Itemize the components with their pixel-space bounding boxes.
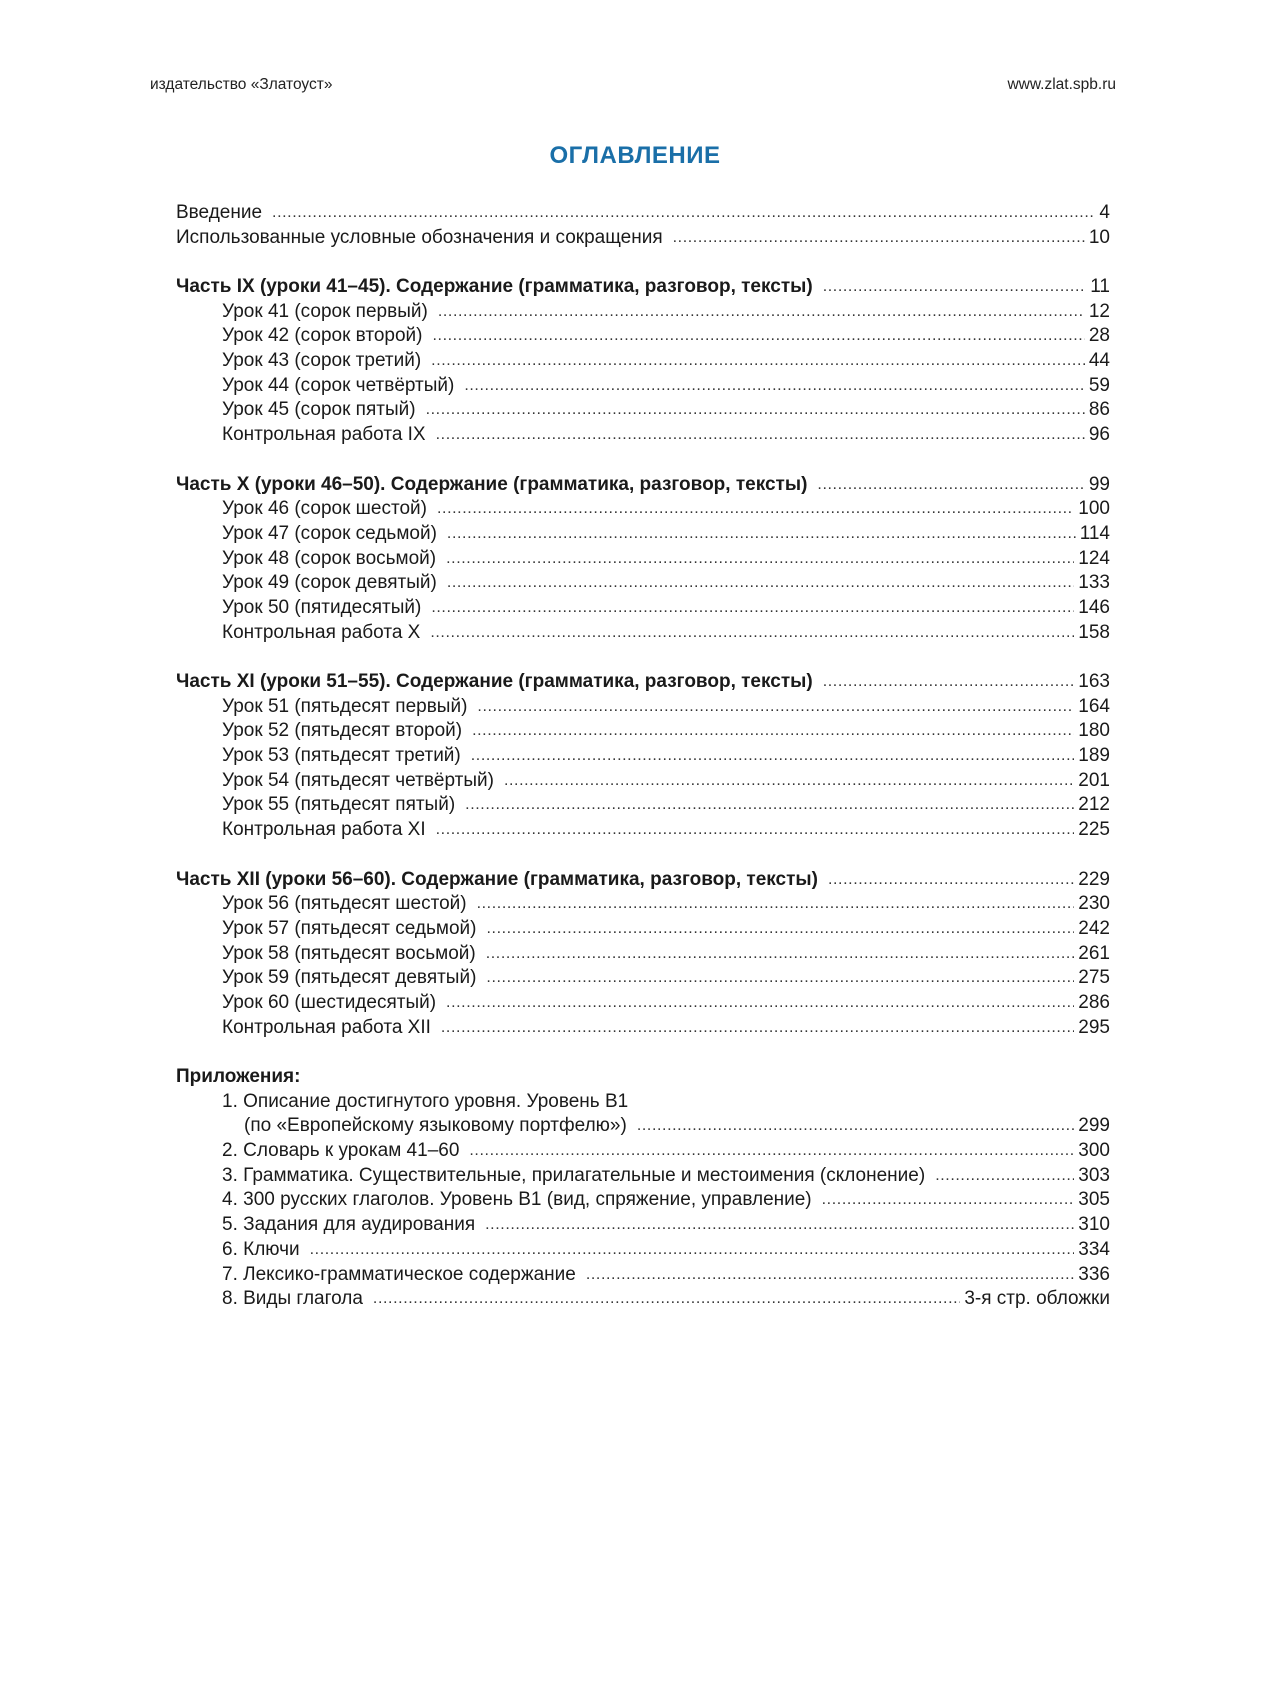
toc-entry-title: Часть X (уроки 46–50). Содержание (грамматика, разговор, тексты) [176, 473, 808, 495]
toc-page-number: 59 [1088, 374, 1110, 396]
toc-entry-title: Урок 48 (сорок восьмой) [222, 547, 437, 569]
toc-entry-title: Урок 45 (сорок пятый) [222, 399, 416, 421]
toc-lesson-entry [0, 547, 1270, 572]
toc-part-heading [0, 275, 1270, 300]
toc-leader-dots [504, 769, 1074, 794]
toc-entry-title: Часть IX (уроки 41–45). Содержание (грамматика, разговор, тексты) [176, 276, 813, 298]
toc-lesson-entry [0, 324, 1270, 349]
toc-lesson-entry [0, 769, 1270, 794]
toc-entry-title: Контрольная работа X [222, 621, 421, 643]
running-header [150, 76, 1116, 98]
toc-appendix-heading [0, 1065, 1270, 1090]
toc-leader-dots [935, 1164, 1074, 1189]
toc-spacer [0, 448, 1270, 473]
toc-leader-dots [446, 991, 1074, 1016]
toc-leader-dots [469, 1139, 1074, 1164]
toc-page-number: 100 [1078, 498, 1110, 520]
toc-page-number: 3-я стр. обложки [964, 1288, 1110, 1310]
toc-leader-dots [471, 744, 1075, 769]
toc-page-number: 295 [1078, 1016, 1110, 1038]
toc-entry-title: 1. Описание достигнутого уровня. Уровень В1 [222, 1090, 629, 1112]
toc-entry-title: Контрольная работа IX [222, 424, 426, 446]
toc-page-number: 299 [1078, 1115, 1110, 1137]
toc-leader-dots [673, 226, 1085, 251]
publisher-name: издательство «Златоуст» [150, 76, 333, 93]
toc-lesson-entry [0, 794, 1270, 819]
toc-leader-dots [486, 942, 1075, 967]
toc-leader-dots [431, 349, 1085, 374]
toc-lesson-entry [0, 571, 1270, 596]
toc-leader-dots [441, 1016, 1074, 1041]
toc-entry-title: 2. Словарь к урокам 41–60 [222, 1140, 460, 1162]
toc-entry-title: 5. Задания для аудирования [222, 1214, 476, 1236]
toc-appendix-entry [0, 1287, 1270, 1312]
toc-page-number: 261 [1078, 942, 1110, 964]
toc-page-number: 4 [1099, 201, 1110, 223]
toc-leader-dots [477, 892, 1075, 917]
toc-leader-dots [447, 571, 1074, 596]
toc-entry-title: Урок 54 (пятьдесят четвёртый) [222, 769, 494, 791]
toc-entry-title: Урок 47 (сорок седьмой) [222, 522, 437, 544]
toc-leader-dots [272, 201, 1095, 226]
toc-leader-dots [486, 966, 1074, 991]
toc-leader-dots [823, 670, 1075, 695]
toc-entry-title: 3. Грамматика. Существительные, прилагательные и местоимения (склонение) [222, 1164, 926, 1186]
page-title: ОГЛАВЛЕНИЕ [549, 142, 721, 169]
toc-lesson-entry [0, 695, 1270, 720]
toc-page-number: 336 [1078, 1263, 1110, 1285]
toc-intro-entry [0, 201, 1270, 226]
toc-page-number: 86 [1088, 399, 1110, 421]
toc-page-number: 334 [1078, 1238, 1110, 1260]
toc-page-number: 225 [1078, 819, 1110, 841]
toc-leader-dots [485, 1213, 1074, 1238]
toc-leader-dots [430, 621, 1074, 646]
toc-lesson-entry [0, 744, 1270, 769]
toc-entry-title: Контрольная работа XII [222, 1016, 431, 1038]
toc-entry-title: Урок 52 (пятьдесят второй) [222, 720, 463, 742]
toc-entry-title: Урок 41 (сорок первый) [222, 300, 428, 322]
toc-lesson-entry [0, 497, 1270, 522]
toc-appendix-entry [0, 1090, 1270, 1115]
toc-entry-title: Урок 60 (шестидесятый) [222, 991, 437, 1013]
toc-page-number: 230 [1078, 893, 1110, 915]
toc-page-number: 305 [1078, 1189, 1110, 1211]
toc-page-number: 242 [1078, 917, 1110, 939]
toc-page-number: 303 [1078, 1164, 1110, 1186]
toc-leader-dots [472, 719, 1074, 744]
toc-page-number: 28 [1088, 325, 1110, 347]
toc-entry-title: 6. Ключи [222, 1238, 300, 1260]
toc-appendix-entry [0, 1189, 1270, 1214]
toc-entry-title: Урок 49 (сорок девятый) [222, 572, 437, 594]
toc-intro-entry [0, 226, 1270, 251]
toc-leader-dots [426, 398, 1085, 423]
toc-page-number: 114 [1079, 522, 1110, 544]
toc-entry-title: Урок 44 (сорок четвёртый) [222, 374, 455, 396]
toc-lesson-entry [0, 892, 1270, 917]
toc-leader-dots [465, 793, 1074, 818]
toc-spacer [0, 645, 1270, 670]
toc-appendix-entry-continuation [0, 1114, 1270, 1139]
toc-part-heading [0, 473, 1270, 498]
toc-page-number: 229 [1078, 868, 1110, 890]
toc-entry-title: Часть XII (уроки 56–60). Содержание (грамматика, разговор, тексты) [176, 868, 818, 890]
toc-leader-dots [438, 300, 1085, 325]
toc-lesson-entry [0, 991, 1270, 1016]
table-of-contents [0, 201, 1270, 1312]
toc-leader-dots [431, 596, 1074, 621]
toc-leader-dots [436, 818, 1075, 843]
toc-entry-title: Введение [176, 201, 263, 223]
toc-page-number: 146 [1078, 596, 1110, 618]
toc-entry-title: Урок 55 (пятьдесят пятый) [222, 794, 456, 816]
toc-page-number: 275 [1078, 967, 1110, 989]
toc-spacer [0, 250, 1270, 275]
toc-leader-dots [310, 1238, 1075, 1263]
toc-entry-title: Урок 59 (пятьдесят девятый) [222, 967, 477, 989]
toc-lesson-entry [0, 1016, 1270, 1041]
toc-entry-title: Урок 42 (сорок второй) [222, 325, 423, 347]
toc-lesson-entry [0, 300, 1270, 325]
toc-entry-title: 7. Лексико-грамматическое содержание [222, 1263, 576, 1285]
toc-page-number: 310 [1078, 1214, 1110, 1236]
toc-part-heading [0, 670, 1270, 695]
toc-entry-title: Урок 56 (пятьдесят шестой) [222, 893, 467, 915]
toc-page-number: 158 [1078, 621, 1110, 643]
toc-leader-dots [477, 695, 1074, 720]
toc-entry-title: Контрольная работа XI [222, 819, 426, 841]
toc-page-number: 124 [1078, 547, 1110, 569]
toc-entry-title: Часть XI (уроки 51–55). Содержание (грамматика, разговор, тексты) [176, 671, 813, 693]
toc-part-heading [0, 868, 1270, 893]
toc-spacer [0, 843, 1270, 868]
toc-page-number: 201 [1078, 769, 1110, 791]
toc-entry-title: (по «Европейскому языковому портфелю») [244, 1115, 627, 1137]
toc-entry-title: 8. Виды глагола [222, 1288, 363, 1310]
toc-appendix-entry [0, 1213, 1270, 1238]
toc-appendix-entry [0, 1139, 1270, 1164]
toc-page-number: 212 [1078, 794, 1110, 816]
toc-page-number: 96 [1088, 424, 1110, 446]
toc-entry-title: Урок 58 (пятьдесят восьмой) [222, 942, 476, 964]
toc-entry-title: Урок 43 (сорок третий) [222, 350, 422, 372]
publisher-website: www.zlat.spb.ru [1007, 76, 1116, 93]
toc-entry-title: Использованные условные обозначения и сокращения [176, 226, 663, 248]
toc-lesson-entry [0, 621, 1270, 646]
toc-page-number: 11 [1090, 276, 1110, 298]
toc-page-number: 44 [1088, 350, 1110, 372]
toc-page-number: 164 [1078, 695, 1110, 717]
toc-page-number: 163 [1078, 671, 1110, 693]
toc-leader-dots [487, 917, 1075, 942]
toc-page-number: 300 [1078, 1140, 1110, 1162]
toc-page-number: 12 [1088, 300, 1110, 322]
toc-lesson-entry [0, 942, 1270, 967]
toc-appendix-entry [0, 1164, 1270, 1189]
toc-leader-dots [447, 522, 1076, 547]
toc-entry-title: Приложения: [176, 1066, 301, 1088]
toc-page-number: 286 [1078, 991, 1110, 1013]
toc-leader-dots [817, 473, 1084, 498]
toc-entry-title: Урок 46 (сорок шестой) [222, 498, 427, 520]
toc-lesson-entry [0, 966, 1270, 991]
toc-leader-dots [437, 497, 1074, 522]
toc-lesson-entry [0, 423, 1270, 448]
toc-appendix-entry [0, 1263, 1270, 1288]
toc-spacer [0, 1040, 1270, 1065]
toc-page-number: 189 [1078, 745, 1110, 767]
toc-entry-title: Урок 57 (пятьдесят седьмой) [222, 917, 477, 939]
toc-lesson-entry [0, 818, 1270, 843]
toc-appendix-entry [0, 1238, 1270, 1263]
toc-leader-dots [464, 374, 1085, 399]
toc-page-number: 99 [1088, 473, 1110, 495]
toc-leader-dots [446, 547, 1074, 572]
toc-entry-title: Урок 51 (пятьдесят первый) [222, 695, 468, 717]
toc-lesson-entry [0, 522, 1270, 547]
toc-lesson-entry [0, 374, 1270, 399]
toc-entry-title: 4. 300 русских глаголов. Уровень В1 (вид, спряжение, управление) [222, 1189, 812, 1211]
toc-lesson-entry [0, 399, 1270, 424]
toc-entry-title: Урок 50 (пятидесятый) [222, 596, 422, 618]
toc-lesson-entry [0, 349, 1270, 374]
toc-lesson-entry [0, 917, 1270, 942]
toc-leader-dots [823, 275, 1087, 300]
toc-entry-title: Урок 53 (пятьдесят третий) [222, 745, 461, 767]
toc-leader-dots [436, 423, 1085, 448]
toc-lesson-entry [0, 719, 1270, 744]
toc-page-number: 10 [1088, 226, 1110, 248]
toc-leader-dots [637, 1114, 1074, 1139]
toc-page-number: 180 [1078, 720, 1110, 742]
toc-leader-dots [433, 324, 1085, 349]
toc-leader-dots [586, 1263, 1074, 1288]
toc-lesson-entry [0, 596, 1270, 621]
toc-page-number: 133 [1078, 572, 1110, 594]
toc-leader-dots [822, 1188, 1075, 1213]
toc-leader-dots [373, 1287, 960, 1312]
toc-leader-dots [828, 868, 1074, 893]
